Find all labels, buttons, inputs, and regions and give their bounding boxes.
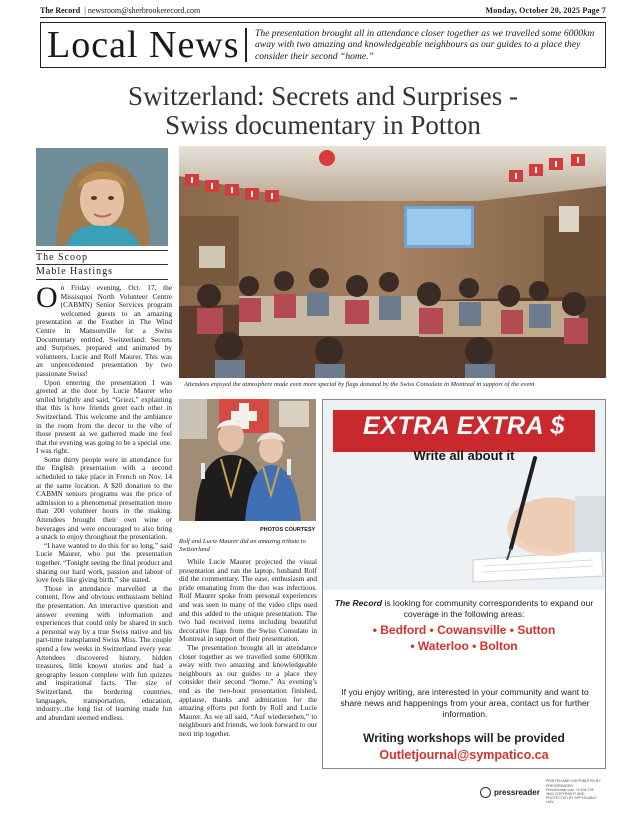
event-photo-art [179, 146, 606, 378]
paper-name: The Record [40, 6, 81, 15]
event-photo-caption: Attendees enjoyed the atmosphere made even more special by flags donated by the Swiss Consulate in Montreal in support of the event [184, 381, 535, 388]
article-paragraph: The presentation brought all in attendance closer together as we travelled some 6000km away with two amazing and knowledgeable neighbours as our guides to a place they consider their second “home.” As evening’s end as the two-hour presentation finished, applause, thanks and admiration for the amazing efforts put forth by Rolf and Lucie Maurer. As we all said, “Auf wiedersehen,” to neighbours and friends, we look forward to our next trip together. [179, 642, 317, 738]
headline-line-1: Switzerland: Secrets and Surprises - [128, 81, 518, 111]
newsroom-email: | newsroom@sherbrookerecord.com [84, 6, 201, 15]
ad-invite: If you enjoy writing, are interested in your community and want to share news and happenings from your area, contact us for further information. [340, 687, 590, 719]
paragraph-text: n Friday evening, Oct. 17, the Missisquoi North Volunteer Centre (CABMN) Senior Services program welcomed guests to an amazing presentation at the Feather in The Wind Centre in Mansonville for a Swiss Documentary entitled, Switzerland: Secrets and Surprises, prepared and animated by volunteers, Lucie and Rolf Maurer. This was an unprecedented presentation by two passionate Swiss! [36, 283, 172, 378]
ad-headline: EXTRA EXTRA $ [363, 412, 565, 440]
event-photo [179, 146, 606, 378]
column-name: The Scoop [36, 252, 89, 263]
pressreader-footer [480, 779, 610, 805]
couple-photo-art [179, 399, 316, 521]
byline-rule-bottom [36, 279, 168, 280]
banner-tagline: The presentation brought all in attendance closer together as we travelled some 6000km away with two amazing and knowledgeable neighbours as our guides to a place they consider their second “home.” [255, 27, 595, 62]
article-headline [40, 82, 606, 140]
article-paragraph: Some thirty people were in attendance for the English presentation with a second scheduled to take place in French on Nov. 14 at the same location. A $20 donation to the CABMN seniors programs was the price of admission to a phenomenal presentation more than 200 volunteer hours in the making. Attendees brought their own wine or beverages and were encouraged to also bring a snack to enjoy throughout the presentation. [36, 454, 172, 542]
correspondent-ad [322, 399, 606, 769]
ad-workshop: Writing workshops will be provided [363, 731, 565, 745]
ad-towns-line-1: • Bedford • Cowansville • Sutton [372, 623, 556, 637]
ad-body [333, 598, 595, 619]
header-left [40, 6, 200, 15]
ad-subhead: Write all about it [413, 448, 515, 463]
article-paragraph: Those in attendance marvelled at the content, flow and obvious enthusiasm behind the presentation. An interactive question and answer evening with information and experiences that could only be shared in such a personal way by a true Swiss native and his part-time transplanted Swiss Miss. The couple spend a few weeks in Switzerland every year. Attendees discovered history, hidden treasures, little known stories and had a geography lesson complete with fun quizzes and inspirational facts. The size of Switzerland, the bordering countries, languages, transportation, education, industry...the long list of learning made fun and abundant seemed endless. [36, 583, 172, 722]
pressreader-logo-icon [480, 787, 491, 798]
byline-rule-mid [36, 264, 168, 265]
ad-body-text: is looking for community correspondents to expand our coverage in the following areas: [384, 598, 594, 619]
couple-photo-caption: Rolf and Lucie Maurer did an amazing tribute to Switzerland [179, 538, 306, 553]
article-paragraph: Upon entering the presentation I was greeted at the door by Lucie Maurer who smiled brightly and said, “Griezi,” explaining that this is how friends greet each other in Switzerland. This welcome and the ambiance in the room from the decor to the vibe of those present as we gathered made me feel that the evening was going to be a special one. I was right. [36, 377, 172, 456]
ad-email-link[interactable]: Outletjournal@sympatico.ca [379, 748, 549, 762]
author-name: Mable Hastings [36, 266, 114, 277]
pressreader-fine-print: PRINTED AND DISTRIBUTED BY PRESSREADER PressReader.com +1 604 278 4604 COPYRIGHT AND PROTECTED BY APPLICABLE LAW [545, 779, 601, 805]
drop-cap: O [36, 281, 58, 314]
pressreader-brand: pressreader [494, 787, 540, 797]
headline-line-2: Swiss documentary in Potton [165, 110, 481, 140]
article-column-1 [36, 281, 172, 722]
couple-photo [179, 399, 316, 521]
banner-divider [245, 28, 247, 62]
byline-rule-top [36, 250, 168, 251]
ad-towns-line-2: • Waterloo • Bolton [410, 639, 518, 653]
article-paragraph: “I have wanted to do this for so long,” said Lucie Maurer, who put the presentation together. “Tonight seeing the final product and sharing our hard work, passion and labour of love feels like giving birth,” she stated. [36, 540, 172, 585]
photo-credit: PHOTOS COURTESY [260, 527, 316, 533]
ad-towns [333, 622, 595, 654]
article-column-2 [179, 558, 317, 738]
section-banner [40, 22, 606, 68]
date-page: Monday, October 20, 2025 Page 7 [485, 6, 606, 15]
author-portrait [36, 148, 168, 246]
article-paragraph [36, 281, 172, 379]
header-rule [40, 17, 606, 18]
ad-record-name: The Record [334, 598, 383, 608]
article-paragraph: While Lucie Maurer projected the visual presentation and ran the laptop, husband Rolf did the commentary. The ease, enthusiasm and pride emanating from the duo was infectious. Rolf Maurer spoke from personal experiences and was seen in many of the video clips used and this added to the unique presentation. The two had received items including beautiful decorative flags from the Swiss Consulate in Montreal in support of their presentation. [179, 557, 317, 644]
section-title: Local News [47, 24, 240, 66]
author-portrait-art [36, 148, 168, 246]
page-header [40, 4, 606, 17]
